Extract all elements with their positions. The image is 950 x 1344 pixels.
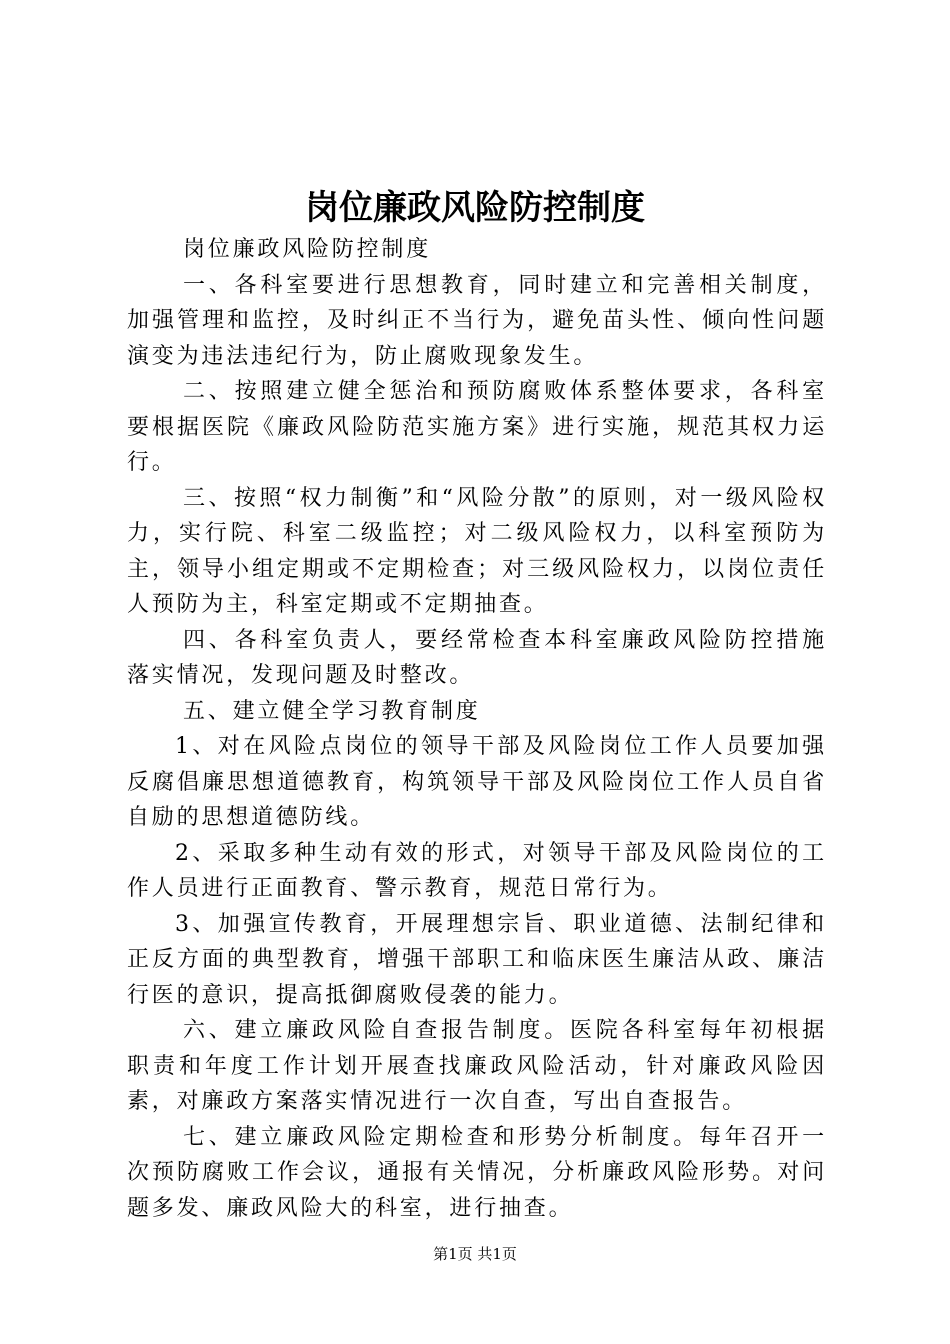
- paragraph-item-1: 一、各科室要进行思想教育，同时建立和完善相关制度，加强管理和监控，及时纠正不当行为，避免苗头性、倾向性问题演变为违法违纪行为，防止腐败现象发生。: [127, 272, 827, 369]
- document-body: [127, 232, 827, 1226]
- paragraph-item-4: 四、各科室负责人，要经常检查本科室廉政风险防控措施落实情况，发现问题及时整改。: [127, 627, 827, 688]
- document-title: 岗位廉政风险防控制度: [305, 188, 645, 228]
- paragraph-item-5: 五、建立健全学习教育制度: [183, 698, 481, 724]
- paragraph-item-2: 二、按照建立健全惩治和预防腐败体系整体要求，各科室要根据医院《廉政风险防范实施方案》进行实施，规范其权力运行。: [127, 379, 827, 475]
- paragraph-item-3: 三、按照“权力制衡”和“风险分散”的原则，对一级风险权力，实行院、科室二级监控；对二级风险权力，以科室预防为主，领导小组定期或不定期检查；对三级风险权力，以岗位责任人预防为主，科室定期或不定期抽查。: [127, 485, 827, 617]
- paragraph-item-7: 七、建立廉政风险定期检查和形势分析制度。每年召开一次预防腐败工作会议，通报有关情况，分析廉政风险形势。对问题多发、廉政风险大的科室，进行抽查。: [127, 1124, 827, 1221]
- paragraph-item-6: 六、建立廉政风险自查报告制度。医院各科室每年初根据职责和年度工作计划开展查找廉政风险活动，针对廉政风险因素，对廉政方案落实情况进行一次自查，写出自查报告。: [127, 1018, 827, 1114]
- paragraph-subitem-3: 3、加强宣传教育，开展理想宗旨、职业道德、法制纪律和正反方面的典型教育，增强干部职工和临床医生廉洁从政、廉洁行医的意识，提高抵御腐败侵袭的能力。: [127, 911, 827, 1008]
- paragraph-subitem-1: 1、对在风险点岗位的领导干部及风险岗位工作人员要加强反腐倡廉思想道德教育，构筑领导干部及风险岗位工作人员自省自励的思想道德防线。: [127, 734, 827, 830]
- paragraph-subitem-2: 2、采取多种生动有效的形式，对领导干部及风险岗位的工作人员进行正面教育、警示教育，规范日常行为。: [127, 840, 827, 901]
- page-footer: 第1页 共1页: [433, 1245, 517, 1263]
- paragraph-heading-repeat: 岗位廉政风险防控制度: [183, 237, 432, 262]
